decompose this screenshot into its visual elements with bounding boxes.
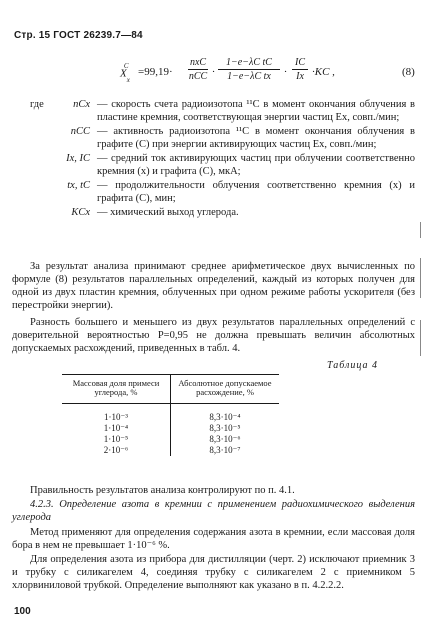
table-header-mass-fraction: Массовая доля примеси углерода, % bbox=[72, 378, 160, 397]
margin-mark bbox=[420, 222, 421, 238]
definition-text: — продолжительности облучения соответственно кремния (x) и графита (C), мин; bbox=[97, 180, 415, 204]
definition-item bbox=[30, 179, 415, 205]
margin-mark bbox=[420, 258, 421, 298]
definition-item bbox=[30, 152, 415, 178]
formula-dot-1: · bbox=[212, 66, 215, 78]
definition-symbol: Ix, IC bbox=[66, 153, 90, 164]
margin-mark bbox=[420, 320, 421, 356]
where-label: где bbox=[30, 99, 44, 110]
definition-text: — химический выход углерода. bbox=[97, 207, 239, 218]
paragraph-difference: Разность большего и меньшего из двух результатов параллельных определений с доверительной вероятностью P=0,95 не должна превышать величин абсолютных допускаемых расхождений, приведенных в табл. 4. bbox=[12, 317, 415, 354]
table-row: 1·10⁻³ 8,3·10⁻⁴ bbox=[62, 404, 279, 424]
formula-frac-current: IC Ix bbox=[292, 57, 308, 82]
definition-item bbox=[30, 206, 415, 219]
table-header-tolerance: Абсолютное допускаемое расхождение, % bbox=[171, 375, 280, 404]
page-header: Стр. 15 ГОСТ 26239.7—84 bbox=[14, 30, 143, 41]
section-heading-4-2-3: 4.2.3. Определение азота в кремнии с применением радиохимического выделения углерода bbox=[12, 499, 415, 523]
definition-text: — активность радиоизотопа ¹¹C в момент окончания облучения в графите (C) при энергии активирующих частиц Ex, совп./мин; bbox=[97, 126, 415, 150]
paragraph-result: За результат анализа принимают среднее арифметическое двух вычисленных по формуле (8) результатов параллельных определений, каждый из которых получен для одной из двух пластин кремния, облученных при одном режиме работы ускорителя (без перестройки энергии). bbox=[12, 261, 415, 311]
formula-lhs: $X_x^C$ bbox=[120, 62, 130, 84]
table-4 bbox=[62, 374, 279, 456]
formula-equals: =99,19· bbox=[138, 66, 173, 78]
formula-tail: ·KC , bbox=[312, 66, 335, 78]
table-row: 2·10⁻⁶ 8,3·10⁻⁷ bbox=[62, 445, 279, 456]
definition-item bbox=[30, 98, 415, 124]
table-row: 1·10⁻⁵ 8,3·10⁻⁶ bbox=[62, 434, 279, 445]
paragraph-procedure: Для определения азота из прибора для дистилляции (черт. 2) исключают приемник 3 и трубку с силикагелем 4, соединяя трубку с силикагелем 2 с приемником 5 хлорвиниловой трубкой. Определение выполняют как указано в п. 4.2.2.2. bbox=[12, 554, 415, 591]
page-number: 100 bbox=[14, 606, 31, 617]
formula-8 bbox=[120, 57, 420, 91]
table-row: 1·10⁻⁴ 8,3·10⁻⁵ bbox=[62, 423, 279, 434]
formula-number: (8) bbox=[402, 66, 415, 78]
definition-symbol: KCx bbox=[71, 207, 90, 218]
table-caption: Таблица 4 bbox=[327, 360, 378, 371]
definition-symbol: nCx bbox=[73, 99, 90, 110]
definition-text: — скорость счета радиоизотопа ¹¹C в момент окончания облучения в пластине кремния, соответствующая энергии частиц Ex, совп./мин; bbox=[97, 99, 415, 123]
paragraph-correctness: Правильность результатов анализа контролируют по п. 4.1. bbox=[30, 485, 295, 496]
definition-text: — средний ток активирующих частиц при облучении соответственно кремния (x) и графита (C), мкА; bbox=[97, 153, 415, 177]
definition-item bbox=[30, 125, 415, 151]
formula-frac-counts: nxC nCC bbox=[188, 57, 208, 82]
formula-dot-2: · bbox=[284, 66, 287, 78]
paragraph-method: Метод применяют для определения содержания азота в кремнии, если массовая доля бора в нем не превышает 1·10⁻⁶ %. bbox=[12, 527, 415, 551]
definitions-list bbox=[30, 98, 415, 220]
formula-frac-exp: 1−e−λC tC 1−e−λC tx bbox=[218, 57, 280, 82]
definition-symbol: nCC bbox=[70, 126, 90, 137]
definition-symbol: tx, tC bbox=[67, 180, 90, 191]
